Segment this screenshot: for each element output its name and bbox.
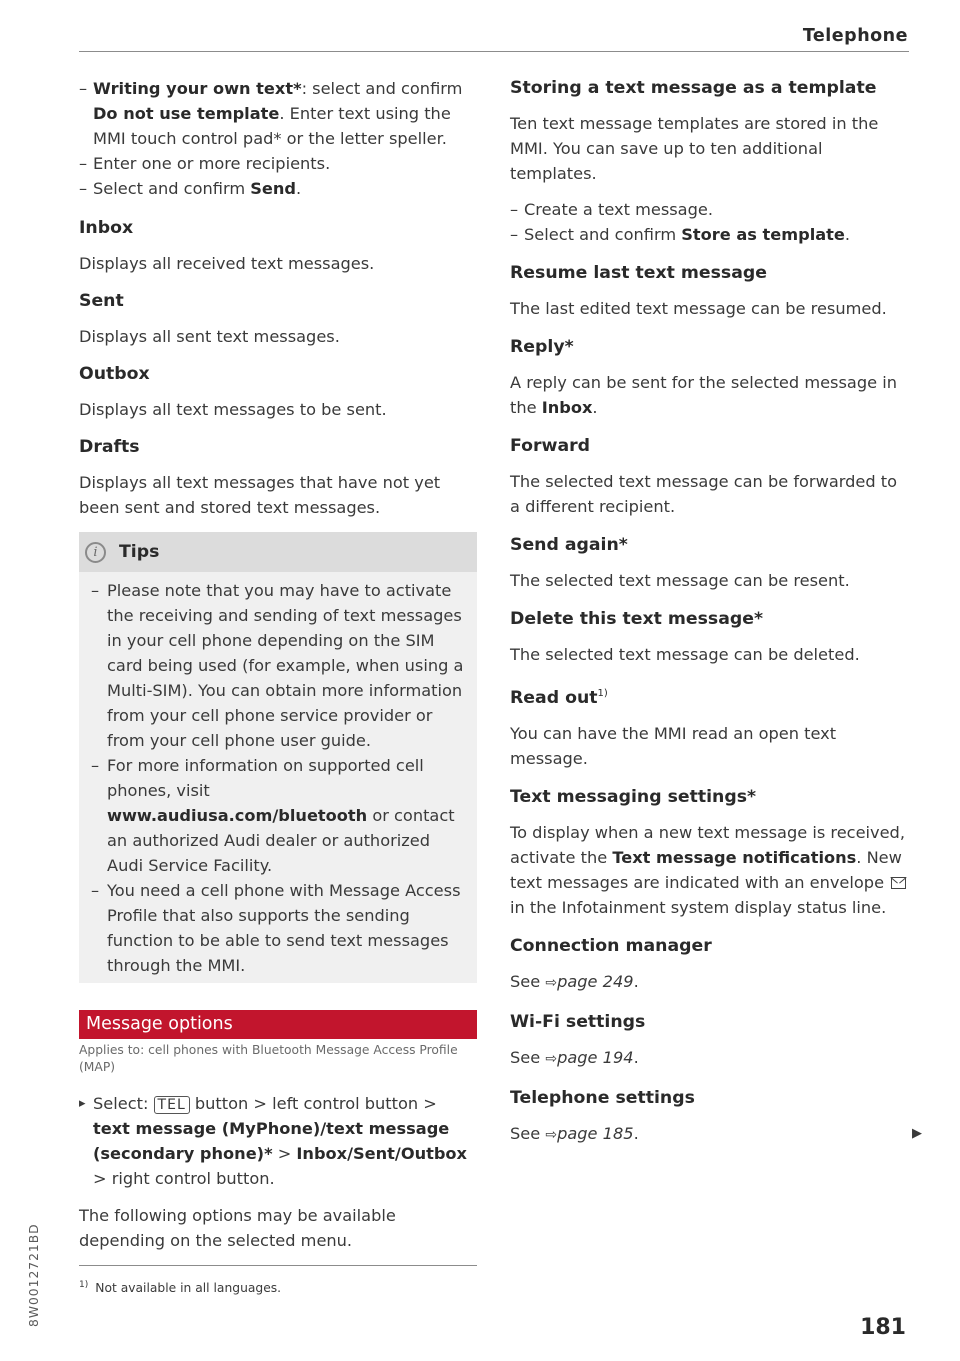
header-rule xyxy=(79,51,909,52)
page-ref-194[interactable]: page 194 xyxy=(557,1047,634,1067)
heading-forward: Forward xyxy=(510,436,591,456)
heading-resume: Resume last text message xyxy=(510,263,767,283)
tip-item: – Please note that you may have to activate the receiving and sending of text messages in your cell phone depending on the SIM card being used (for example, when using a Multi-SIM). You can obtain more information from your cell phone service provider or from your cell phone user guide. xyxy=(91,578,465,753)
wifi-see: See ⇨page 194. xyxy=(510,1047,639,1067)
footnote-rule xyxy=(79,1265,477,1266)
info-icon: i xyxy=(85,542,106,563)
following-options-text: The following options may be available depending on the selected menu. xyxy=(79,1206,396,1250)
continue-arrow-icon: ▶ xyxy=(912,1126,922,1141)
left-column xyxy=(79,76,477,1253)
heading-reply: Reply* xyxy=(510,337,574,357)
bullet-send: – Select and confirm Send. xyxy=(79,176,477,201)
footnote-ref: 1) xyxy=(597,688,608,699)
xref-arrow-icon: ⇨ xyxy=(545,974,558,991)
store-template-description: Ten text message templates are stored in the MMI. You can save up to ten additional templates. xyxy=(510,114,879,183)
section-title: Telephone xyxy=(802,26,908,46)
heading-delete: Delete this text message* xyxy=(510,609,763,629)
forward-description: The selected text message can be forwarded to a different recipient. xyxy=(510,472,898,516)
tips-box xyxy=(79,532,477,983)
inbox-description: Displays all received text messages. xyxy=(79,254,375,273)
tips-label: Tips xyxy=(119,541,160,562)
bullet-recipients: – Enter one or more recipients. xyxy=(79,151,477,176)
settings-description: To display when a new text message is received, activate the Text message notifications. New text messages are indicated with an envelope in the Infotainment system display status line. xyxy=(510,822,905,917)
sent-description: Displays all sent text messages. xyxy=(79,327,340,346)
select-instruction: ▸ Select: TEL button > left control button > text message (MyPhone)/text message (secondary phone)* > Inbox/Sent/Outbox > right control button. xyxy=(79,1091,477,1191)
delete-description: The selected text message can be deleted. xyxy=(510,645,860,664)
envelope-icon xyxy=(891,877,906,889)
tel-button-key: TEL xyxy=(154,1096,190,1114)
xref-arrow-icon: ⇨ xyxy=(545,1126,558,1143)
bullet-store-as-template: – Select and confirm Store as template. xyxy=(510,222,910,247)
tips-header xyxy=(79,532,477,572)
bullet-create-message: – Create a text message. xyxy=(510,197,910,222)
heading-drafts: Drafts xyxy=(79,437,140,457)
footnote: $^{1)}$ Not available in all languages. xyxy=(79,1280,282,1296)
read-out-description: You can have the MMI read an open text message. xyxy=(510,723,837,768)
heading-connection-manager: Connection manager xyxy=(510,935,712,956)
document-code: 8W0012721BD xyxy=(27,1223,41,1327)
reply-description: A reply can be sent for the selected message in the Inbox. xyxy=(510,373,897,417)
audi-bluetooth-link[interactable]: www.audiusa.com/bluetooth xyxy=(107,806,368,825)
applies-to-note: Applies to: cell phones with Bluetooth Message Access Profile (MAP) xyxy=(79,1043,458,1074)
heading-inbox: Inbox xyxy=(79,218,134,238)
tip-item: – For more information on supported cell phones, visit www.audiusa.com/bluetooth or contact an authorized Audi dealer or authorized Audi Service Facility. xyxy=(91,753,465,878)
heading-telephone-settings: Telephone settings xyxy=(510,1087,695,1108)
message-options-heading: Message options xyxy=(79,1010,477,1039)
heading-send-again: Send again* xyxy=(510,535,628,555)
drafts-description: Displays all text messages that have not yet been sent and stored text messages. xyxy=(79,473,441,517)
outbox-description: Displays all text messages to be sent. xyxy=(79,400,387,419)
heading-read-out: Read out$^{1)}$ xyxy=(510,687,608,708)
page-number: 181 xyxy=(860,1315,906,1340)
heading-sent: Sent xyxy=(79,291,124,311)
connection-see: See ⇨page 249. xyxy=(510,971,639,991)
tip-item: – You need a cell phone with Message Access Profile that also supports the sending function to be able to send text messages through the MMI. xyxy=(91,878,465,978)
heading-text-messaging-settings: Text messaging settings* xyxy=(510,786,757,807)
right-column xyxy=(510,76,910,1148)
send-again-description: The selected text message can be resent. xyxy=(510,571,850,590)
resume-description: The last edited text message can be resumed. xyxy=(510,299,887,318)
telephone-see: See ⇨page 185. xyxy=(510,1123,639,1143)
page-ref-249[interactable]: page 249 xyxy=(557,971,634,991)
bullet-writing-own-text: – Writing your own text*: select and confirm Do not use template. Enter text using the MMI touch control pad* or the letter speller. xyxy=(79,76,477,151)
heading-store-template: Storing a text message as a template xyxy=(510,78,877,98)
heading-wifi-settings: Wi-Fi settings xyxy=(510,1011,646,1032)
page-ref-185[interactable]: page 185 xyxy=(557,1123,634,1143)
heading-outbox: Outbox xyxy=(79,364,150,384)
xref-arrow-icon: ⇨ xyxy=(545,1050,558,1067)
